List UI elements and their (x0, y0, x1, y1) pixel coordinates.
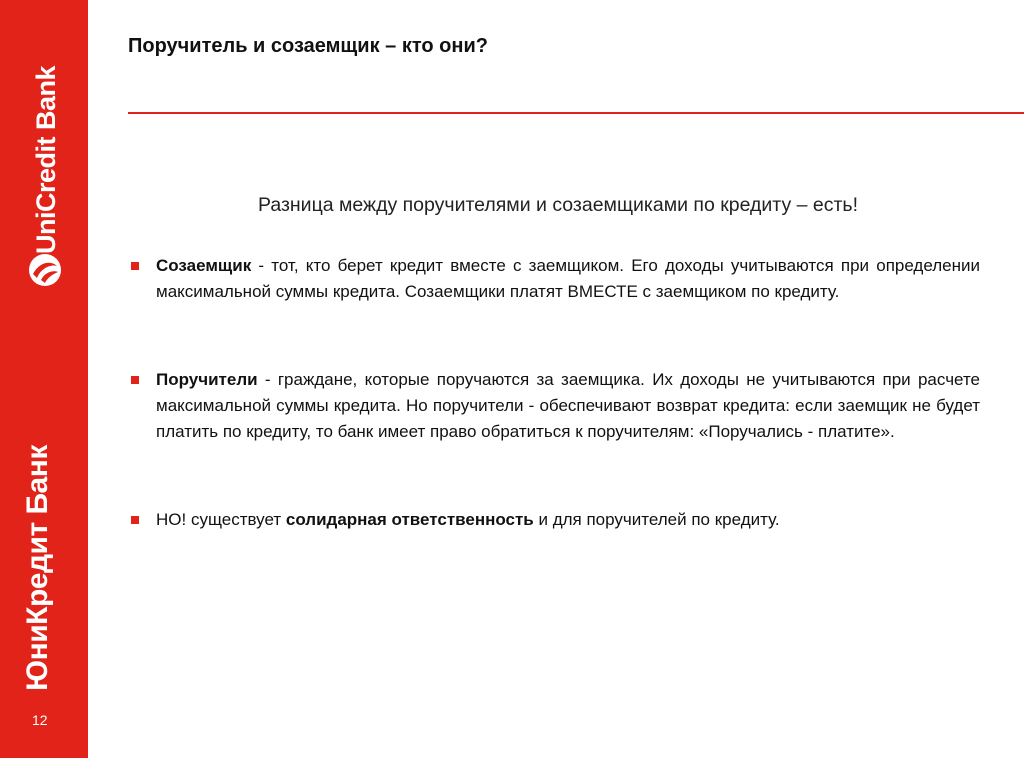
bullet-square-icon (131, 376, 139, 384)
bullet-term: солидарная ответственность (285, 510, 534, 529)
brand-sidebar (0, 0, 88, 758)
bullet-term: Созаемщик (156, 256, 252, 275)
bullet-text: - граждане, которые поручаются за заемщика. Их доходы не учитываются при расчете максимальной суммы кредита. Но поручители - обеспечивают возврат кредита: если заемщик не будет платить по кредиту, то банк имеет право обратиться к поручителям: «Поручались - платите». (156, 370, 980, 441)
page-number: 12 (32, 712, 48, 728)
bullet-prefix: НО! существует (156, 510, 286, 529)
brand-name-latin: UniCredit Bank (31, 65, 61, 255)
bullet-guarantors (130, 367, 980, 445)
bullet-suffix: и для поручителей по кредиту. (533, 510, 780, 529)
bullet-square-icon (131, 516, 139, 524)
bullet-term: Поручители (156, 370, 258, 389)
bullet-joint-liability (130, 507, 980, 533)
bullet-square-icon (131, 262, 139, 270)
brand-name-cyrillic: ЮниКредит Банк (21, 445, 54, 691)
brand-logo (6, 30, 86, 290)
title-divider (128, 112, 1024, 114)
slide-title: Поручитель и созаемщик – кто они? (128, 35, 488, 57)
unicredit-logo-icon (27, 252, 63, 288)
bullet-co-borrower (130, 253, 980, 305)
bullet-text: - тот, кто берет кредит вместе с заемщиком. Его доходы учитываются при определении максимальной суммы кредита. Созаемщики платят ВМЕСТЕ с заемщиком по кредиту. (156, 256, 980, 301)
slide-subtitle: Разница между поручителями и созаемщиками по кредиту – есть! (257, 194, 858, 216)
